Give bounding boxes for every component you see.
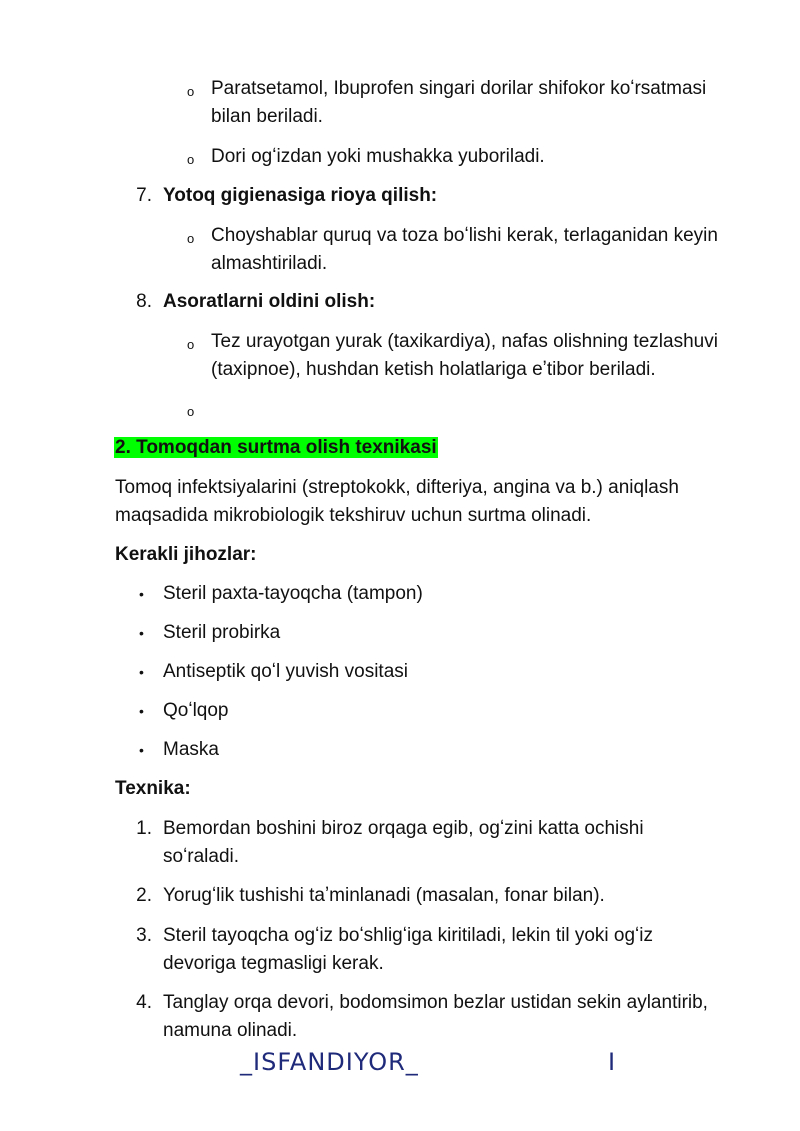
- step-text: namuna olinadi.: [163, 1020, 298, 1041]
- equipment-item: Maska: [163, 739, 219, 760]
- paragraph-text: maqsadida mikrobiologik tekshiruv uchun surtma olinadi.: [115, 505, 592, 526]
- step-text: Steril tayoqcha ogʻiz boʻshligʻiga kiritiladi, lekin til yoki ogʻiz: [163, 925, 654, 946]
- step-number: 1.: [136, 818, 152, 839]
- sub-bullet: o: [187, 84, 195, 99]
- bullet-dot: •: [139, 703, 144, 719]
- sub-item-text: Dori ogʻizdan yoki mushakka yuboriladi.: [211, 146, 545, 167]
- step-number: 2.: [136, 885, 152, 906]
- section-heading: [114, 434, 438, 462]
- equipment-item: Steril paxta-tayoqcha (tampon): [163, 583, 423, 604]
- step-text: soʻraladi.: [163, 846, 240, 867]
- sub-bullet: o: [187, 231, 195, 246]
- bullet-dot: •: [139, 625, 144, 641]
- equipment-item: Steril probirka: [163, 622, 281, 643]
- sub-item-text: (taxipnoe), hushdan ketish holatlariga eʼtibor beriladi.: [211, 359, 656, 380]
- bullet-dot: •: [139, 586, 144, 602]
- step-text: Yorugʻlik tushishi taʼminlanadi (masalan, fonar bilan).: [163, 885, 605, 906]
- section-heading-text: 2. Tomoqdan surtma olish texnikasi: [115, 437, 437, 458]
- sub-item-text: almashtiriladi.: [211, 253, 328, 274]
- sub-bullet: o: [187, 152, 195, 167]
- equipment-item: Antiseptik qoʻl yuvish vositasi: [163, 661, 408, 682]
- list-number: 8.: [136, 291, 152, 312]
- list-number: 7.: [136, 185, 152, 206]
- list-item-title: Asoratlarni oldini olish:: [163, 291, 376, 312]
- bullet-dot: •: [139, 664, 144, 680]
- sub-item-text: Choyshablar quruq va toza boʻlishi kerak, terlaganidan keyin: [211, 225, 718, 246]
- footer-author: _ISFANDIYOR_: [240, 1048, 419, 1076]
- equipment-item: Qoʻlqop: [163, 700, 229, 721]
- paragraph-text: Tomoq infektsiyalarini (streptokokk, difteriya, angina va b.) aniqlash: [115, 477, 679, 498]
- sub-item-text: Paratsetamol, Ibuprofen singari dorilar shifokor koʻrsatmasi: [211, 78, 707, 99]
- sub-bullet: o: [187, 404, 195, 419]
- step-text: Bemordan boshini biroz orqaga egib, ogʻzini katta ochishi: [163, 818, 644, 839]
- step-number: 3.: [136, 925, 152, 946]
- list-item-title: Yotoq gigienasiga rioya qilish:: [163, 185, 438, 206]
- sub-bullet: o: [187, 337, 195, 352]
- sub-item-text: Tez urayotgan yurak (taxikardiya), nafas olishning tezlashuvi: [211, 331, 718, 352]
- bullet-dot: •: [139, 742, 144, 758]
- footer-page-mark: I: [608, 1048, 616, 1076]
- technique-heading: Texnika:: [115, 778, 191, 799]
- sub-item-text: bilan beriladi.: [211, 106, 323, 127]
- equipment-heading: Kerakli jihozlar:: [115, 544, 257, 565]
- step-text: devoriga tegmasligi kerak.: [163, 953, 384, 974]
- step-text: Tanglay orqa devori, bodomsimon bezlar ustidan sekin aylantirib,: [163, 992, 708, 1013]
- step-number: 4.: [136, 992, 152, 1013]
